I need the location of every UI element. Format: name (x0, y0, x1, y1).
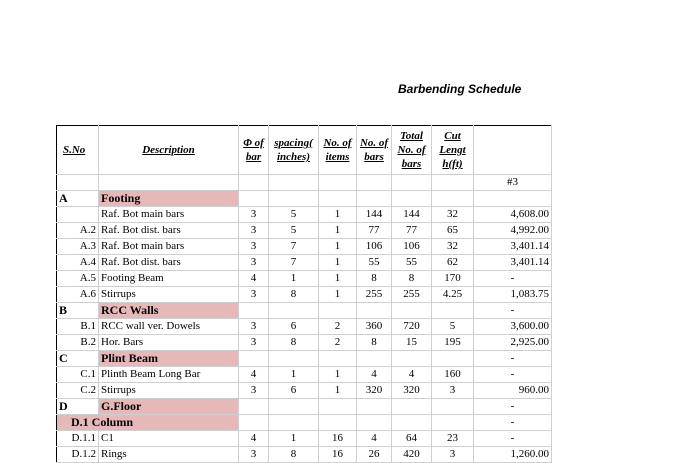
item-cut-length: 5 (432, 319, 474, 335)
item-description: Raf. Bot dist. bars (99, 255, 239, 271)
item-code: A.6 (57, 287, 99, 303)
item-cut-length: 32 (432, 207, 474, 223)
section-weight: - (474, 351, 552, 367)
item-code: A.3 (57, 239, 99, 255)
item-cut-length: 65 (432, 223, 474, 239)
item-count: 1 (319, 287, 357, 303)
section-row (57, 351, 552, 367)
item-spacing: 8 (269, 447, 319, 463)
item-total-bars: 55 (392, 255, 432, 271)
item-spacing: 7 (269, 255, 319, 271)
item-count: 16 (319, 447, 357, 463)
item-count: 1 (319, 271, 357, 287)
item-description: Raf. Bot dist. bars (99, 223, 239, 239)
header-total: Total No. of bars (392, 126, 432, 175)
section-name: Plint Beam (99, 351, 239, 367)
section-name: RCC Walls (99, 303, 239, 319)
item-code: D.1.1 (57, 431, 99, 447)
item-description: Plinth Beam Long Bar (99, 367, 239, 383)
table-row (57, 271, 552, 287)
item-spacing: 8 (269, 335, 319, 351)
item-bars: 4 (357, 367, 392, 383)
item-total-bars: 64 (392, 431, 432, 447)
item-spacing: 1 (269, 271, 319, 287)
section-weight (474, 191, 552, 207)
section-weight: - (474, 399, 552, 415)
section-code: A (57, 191, 99, 207)
item-phi: 3 (239, 207, 269, 223)
item-spacing: 7 (269, 239, 319, 255)
item-weight: 3,600.00 (474, 319, 552, 335)
item-bars: 144 (357, 207, 392, 223)
item-weight: 960.00 (474, 383, 552, 399)
item-code (57, 207, 99, 223)
item-count: 1 (319, 223, 357, 239)
item-spacing: 1 (269, 367, 319, 383)
item-cut-length: 3 (432, 447, 474, 463)
item-total-bars: 720 (392, 319, 432, 335)
item-total-bars: 4 (392, 367, 432, 383)
subsection-weight: - (474, 415, 552, 431)
item-total-bars: 8 (392, 271, 432, 287)
item-count: 2 (319, 335, 357, 351)
header-phi: Φ of bar (239, 126, 269, 175)
item-cut-length: 62 (432, 255, 474, 271)
item-code: D.1.2 (57, 447, 99, 463)
item-spacing: 5 (269, 223, 319, 239)
item-bars: 8 (357, 271, 392, 287)
section-code: B (57, 303, 99, 319)
item-cut-length: 160 (432, 367, 474, 383)
document-title: Barbending Schedule (398, 82, 522, 96)
item-description: Rings (99, 447, 239, 463)
unit-row (57, 175, 552, 191)
item-weight: 2,925.00 (474, 335, 552, 351)
item-count: 1 (319, 383, 357, 399)
item-weight: 4,608.00 (474, 207, 552, 223)
item-cut-length: 4.25 (432, 287, 474, 303)
section-row (57, 399, 552, 415)
item-description: Raf. Bot main bars (99, 207, 239, 223)
table-row (57, 319, 552, 335)
item-bars: 360 (357, 319, 392, 335)
item-code: B.1 (57, 319, 99, 335)
item-total-bars: 15 (392, 335, 432, 351)
subsection-row (57, 415, 552, 431)
item-total-bars: 420 (392, 447, 432, 463)
table-row (57, 207, 552, 223)
item-total-bars: 106 (392, 239, 432, 255)
item-cut-length: 170 (432, 271, 474, 287)
item-weight: - (474, 431, 552, 447)
item-cut-length: 32 (432, 239, 474, 255)
table-row (57, 431, 552, 447)
table-row (57, 367, 552, 383)
table-row (57, 287, 552, 303)
item-bars: 77 (357, 223, 392, 239)
item-cut-length: 3 (432, 383, 474, 399)
section-weight: - (474, 303, 552, 319)
table-row (57, 335, 552, 351)
item-description: Raf. Bot main bars (99, 239, 239, 255)
table-row (57, 447, 552, 463)
item-code: B.2 (57, 335, 99, 351)
item-total-bars: 144 (392, 207, 432, 223)
item-code: A.4 (57, 255, 99, 271)
item-phi: 4 (239, 271, 269, 287)
item-code: A.2 (57, 223, 99, 239)
header-bars: No. of bars (357, 126, 392, 175)
item-bars: 255 (357, 287, 392, 303)
section-row (57, 303, 552, 319)
item-count: 2 (319, 319, 357, 335)
item-phi: 3 (239, 287, 269, 303)
item-description: Hor. Bars (99, 335, 239, 351)
item-weight: 4,992.00 (474, 223, 552, 239)
item-bars: 8 (357, 335, 392, 351)
header-weight (474, 126, 552, 175)
item-spacing: 5 (269, 207, 319, 223)
header-items: No. of items (319, 126, 357, 175)
item-phi: 4 (239, 431, 269, 447)
item-phi: 3 (239, 239, 269, 255)
item-phi: 3 (239, 383, 269, 399)
header-cut: Cut Lengt h(ft) (432, 126, 474, 175)
item-total-bars: 255 (392, 287, 432, 303)
item-bars: 320 (357, 383, 392, 399)
table-row (57, 255, 552, 271)
section-row (57, 191, 552, 207)
item-description: Stirrups (99, 383, 239, 399)
item-description: RCC wall ver. Dowels (99, 319, 239, 335)
item-count: 1 (319, 239, 357, 255)
header-sno: S.No (57, 126, 99, 175)
item-weight: 3,401.14 (474, 255, 552, 271)
section-code: C (57, 351, 99, 367)
header-spacing: spacing( inches) (269, 126, 319, 175)
unit-label: #3 (474, 175, 552, 191)
table-row (57, 383, 552, 399)
item-phi: 3 (239, 335, 269, 351)
header-row (57, 126, 552, 175)
item-weight: - (474, 367, 552, 383)
section-name: G.Floor (99, 399, 239, 415)
item-count: 1 (319, 207, 357, 223)
item-weight: 3,401.14 (474, 239, 552, 255)
barbending-table (56, 125, 552, 463)
item-total-bars: 320 (392, 383, 432, 399)
item-bars: 4 (357, 431, 392, 447)
item-total-bars: 77 (392, 223, 432, 239)
table-row (57, 239, 552, 255)
item-phi: 4 (239, 367, 269, 383)
item-spacing: 1 (269, 431, 319, 447)
section-code: D (57, 399, 99, 415)
item-weight: 1,083.75 (474, 287, 552, 303)
item-phi: 3 (239, 223, 269, 239)
item-count: 1 (319, 255, 357, 271)
item-weight: 1,260.00 (474, 447, 552, 463)
item-spacing: 6 (269, 319, 319, 335)
item-cut-length: 195 (432, 335, 474, 351)
item-bars: 55 (357, 255, 392, 271)
item-phi: 3 (239, 319, 269, 335)
item-code: C.1 (57, 367, 99, 383)
table-row (57, 223, 552, 239)
item-phi: 3 (239, 255, 269, 271)
item-weight: - (474, 271, 552, 287)
subsection-name: D.1 Column (57, 415, 239, 431)
item-cut-length: 23 (432, 431, 474, 447)
item-code: A.5 (57, 271, 99, 287)
item-spacing: 6 (269, 383, 319, 399)
item-count: 1 (319, 367, 357, 383)
item-phi: 3 (239, 447, 269, 463)
section-name: Footing (99, 191, 239, 207)
item-count: 16 (319, 431, 357, 447)
item-code: C.2 (57, 383, 99, 399)
item-bars: 26 (357, 447, 392, 463)
item-spacing: 8 (269, 287, 319, 303)
item-description: Footing Beam (99, 271, 239, 287)
item-description: Stirrups (99, 287, 239, 303)
header-description: Description (99, 126, 239, 175)
item-description: C1 (99, 431, 239, 447)
item-bars: 106 (357, 239, 392, 255)
